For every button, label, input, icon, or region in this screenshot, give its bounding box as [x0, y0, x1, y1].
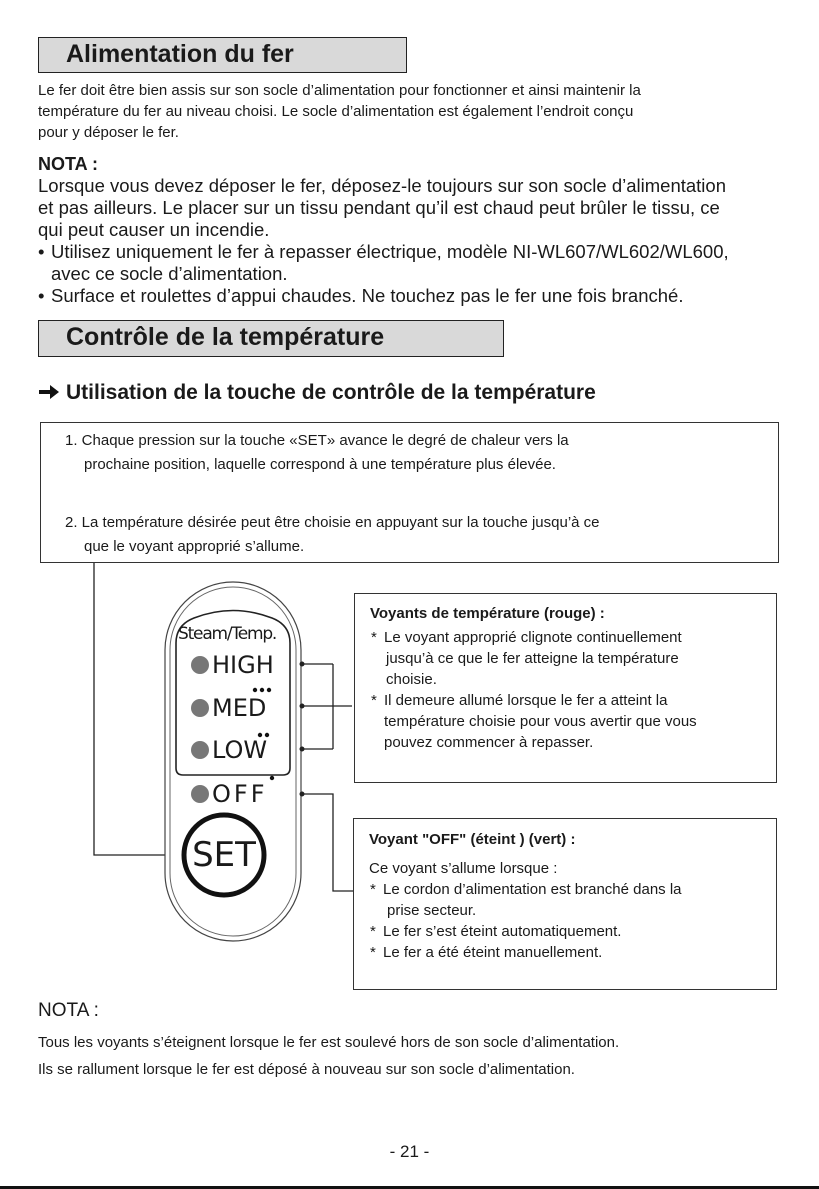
step-line: 2. La température désirée peut être choisie en appuyant sur la touche jusqu’à ce — [65, 514, 600, 531]
step-line: que le voyant approprié s’allume. — [84, 538, 305, 555]
callout-line: * Le cordon d’alimentation est branché dans la — [383, 881, 682, 898]
lamp-low — [191, 741, 209, 759]
step-line: prochaine position, laquelle correspond à une température plus élevée. — [84, 456, 556, 473]
callout-line: * Il demeure allumé lorsque le fer a atteint la — [384, 692, 668, 709]
callout-off-intro: Ce voyant s’allume lorsque : — [369, 860, 558, 877]
label-off: OFF — [212, 780, 268, 808]
lamp-off — [191, 785, 209, 803]
bottom-nota-line: Ils se rallument lorsque le fer est déposé à nouveau sur son socle d’alimentation. — [38, 1061, 575, 1078]
callout-off-title: Voyant "OFF" (éteint ) (vert) : — [369, 831, 576, 848]
section-title-temperature: Contrôle de la température — [38, 320, 504, 357]
callout-line: pouvez commencer à repasser. — [384, 734, 594, 751]
section-title-alimentation: Alimentation du fer — [38, 37, 407, 73]
label-low: LOW — [212, 736, 268, 764]
lamp-med — [191, 699, 209, 717]
callout-line: choisie. — [386, 671, 437, 688]
lamp-high — [191, 656, 209, 674]
intro-line: pour y déposer le fer. — [38, 124, 179, 141]
callout-star-item: * Le fer s’est éteint automatiquement. — [369, 921, 776, 942]
page-number: - 21 - — [389, 1142, 430, 1161]
bullet-line: avec ce socle d’alimentation. — [51, 263, 288, 284]
bottom-nota-paragraph — [38, 1029, 808, 1083]
step-line: 1. Chaque pression sur la touche «SET» avance le degré de chaleur vers la — [65, 432, 569, 449]
callout-star-item — [370, 627, 776, 690]
bullet-item-hot-surface: • Surface et roulettes d’appui chaudes. Ne touchez pas le fer une fois branché. — [38, 285, 808, 307]
callout-line: température choisie pour vous avertir que vous — [384, 713, 697, 730]
bottom-nota-line: Tous les voyants s’éteignent lorsque le fer est soulevé hors de son socle d’alimentation. — [38, 1034, 620, 1051]
callout-temperature-title: Voyants de température (rouge) : — [370, 605, 605, 622]
callout-line: jusqu’à ce que le fer atteigne la température — [386, 650, 679, 667]
intro-line: température du fer au niveau choisi. Le socle d’alimentation est également l’endroit conçu — [38, 103, 634, 120]
nota-line: et pas ailleurs. Le placer sur un tissu pendant qu’il est chaud peut brûler le tissu, ce — [38, 197, 720, 218]
nota-line: qui peut causer un incendie. — [38, 219, 270, 240]
nota-label: NOTA : — [38, 154, 98, 174]
label-high: HIGH — [212, 651, 274, 679]
callout-star-item: * Le fer a été éteint manuellement. — [369, 942, 776, 963]
callout-line: prise secteur. — [387, 902, 477, 919]
callout-temperature — [354, 593, 777, 783]
callout-off — [353, 818, 777, 990]
bottom-nota-label: NOTA : — [38, 1000, 99, 1021]
subheading-text: Utilisation de la touche de contrôle de la température — [66, 381, 596, 404]
intro-line: Le fer doit être bien assis sur son socle d’alimentation pour fonctionner et ainsi maintenir la — [38, 82, 641, 99]
nota-line: Lorsque vous devez déposer le fer, déposez-le toujours sur son socle d’alimentation — [38, 175, 726, 196]
set-button[interactable]: SET — [192, 835, 256, 875]
panel-label: Steam/Temp. — [178, 624, 277, 644]
bullet-line: • Utilisez uniquement le fer à repasser électrique, modèle NI-WL607/WL602/WL600, — [51, 241, 729, 262]
callout-star-item — [369, 879, 776, 921]
label-med: MED — [212, 694, 267, 722]
callout-star-item — [370, 690, 776, 753]
callout-line: * Le voyant approprié clignote continuellement — [384, 629, 682, 646]
